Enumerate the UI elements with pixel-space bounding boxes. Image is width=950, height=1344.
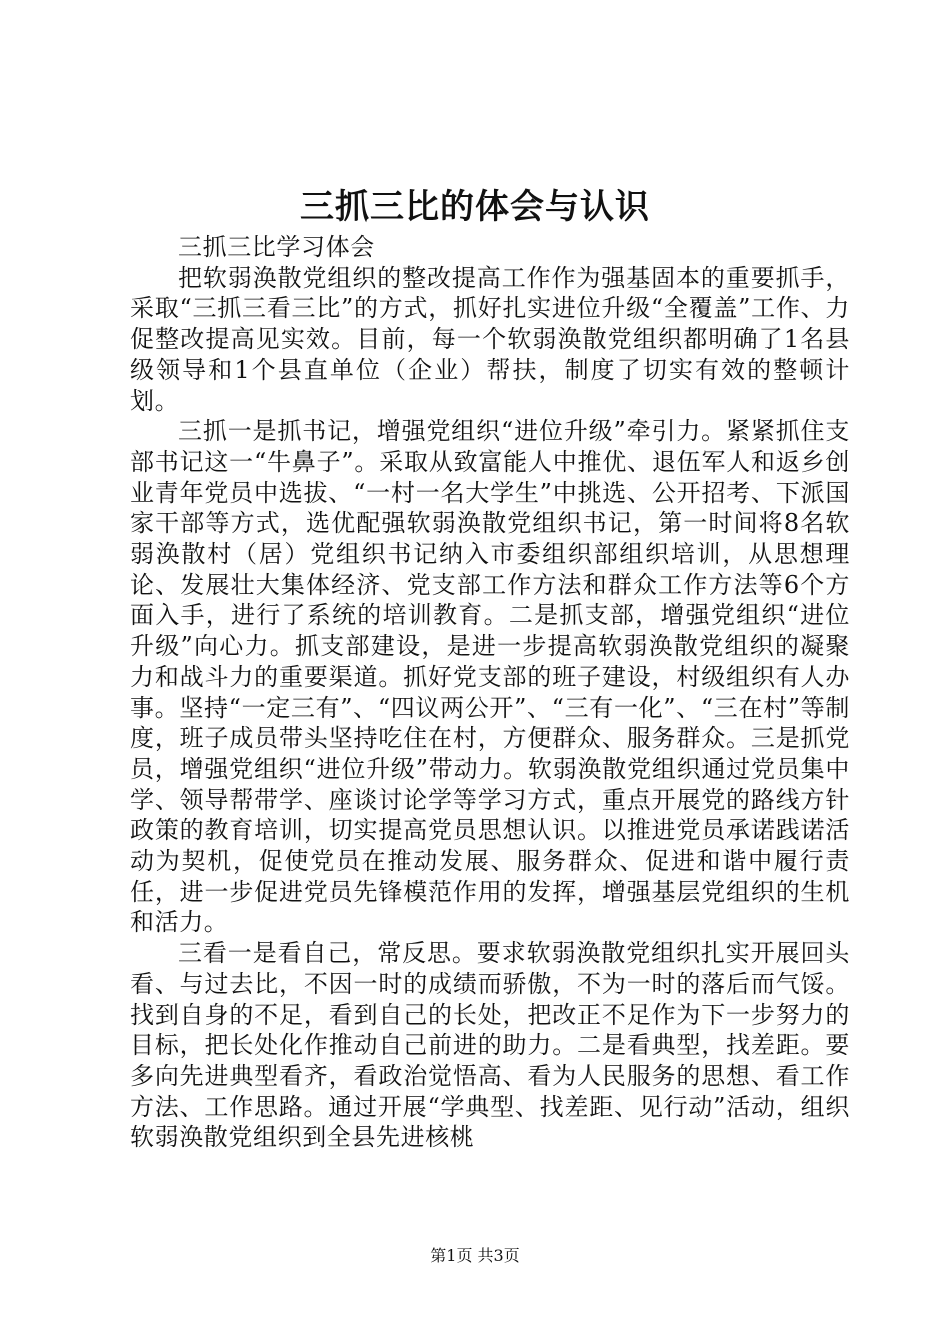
paragraph-three-grasps: 三抓一是抓书记，增强党组织“进位升级”牵引力。紧紧抓住支部书记这一“牛鼻子”。采取从致富能人中推优、退伍军人和返乡创业青年党员中选拔、“一村一名大学生”中挑选、公开招考、下派国家干部等方式，选优配强软弱涣散党组织书记，第一时间将8名软弱涣散村（居）党组织书记纳入市委组织部组织培训，从思想理论、发展壮大集体经济、党支部工作方法和群众工作方法等6个方面入手，进行了系统的培训教育。二是抓支部，增强党组织“进位升级”向心力。抓支部建设，是进一步提高软弱涣散党组织的凝聚力和战斗力的重要渠道。抓好党支部的班子建设，村级组织有人办事。坚持“一定三有”、“四议两公开”、“三有一化”、“三在村”等制度，班子成员带头坚持吃住在村，方便群众、服务群众。三是抓党员，增强党组织“进位升级”带动力。软弱涣散党组织通过党员集中学、领导帮带学、座谈讨论学等学习方式，重点开展党的路线方针政策的教育培训，切实提高党员思想认识。以推进党员承诺践诺活动为契机，促使党员在推动发展、服务群众、促进和谐中履行责任，进一步促进党员先锋模范作用的发挥，增强基层党组织的生机和活力。 xyxy=(130,417,850,937)
document-body xyxy=(130,232,850,1153)
page-footer: 第1页 共3页 xyxy=(430,1246,520,1265)
paragraph-intro: 把软弱涣散党组织的整改提高工作作为强基固本的重要抓手，采取“三抓三看三比”的方式，抓好扎实进位升级“全覆盖”工作、力促整改提高见实效。目前，每一个软弱涣散党组织都明确了1名县级领导和1个县直单位（企业）帮扶，制度了切实有效的整顿计划。 xyxy=(130,263,850,415)
document-title: 三抓三比的体会与认识 xyxy=(300,187,650,227)
paragraph-three-looks: 三看一是看自己，常反思。要求软弱涣散党组织扎实开展回头看、与过去比，不因一时的成绩而骄傲，不为一时的落后而气馁。找到自身的不足，看到自己的长处，把改正不足作为下一步努力的目标，把长处化作推动自己前进的助力。二是看典型，找差距。要多向先进典型看齐，看政治觉悟高、看为人民服务的思想、看工作方法、工作思路。通过开展“学典型、找差距、见行动”活动，组织软弱涣散党组织到全县先进核桃 xyxy=(130,939,850,1152)
subtitle: 三抓三比学习体会 xyxy=(178,233,375,261)
